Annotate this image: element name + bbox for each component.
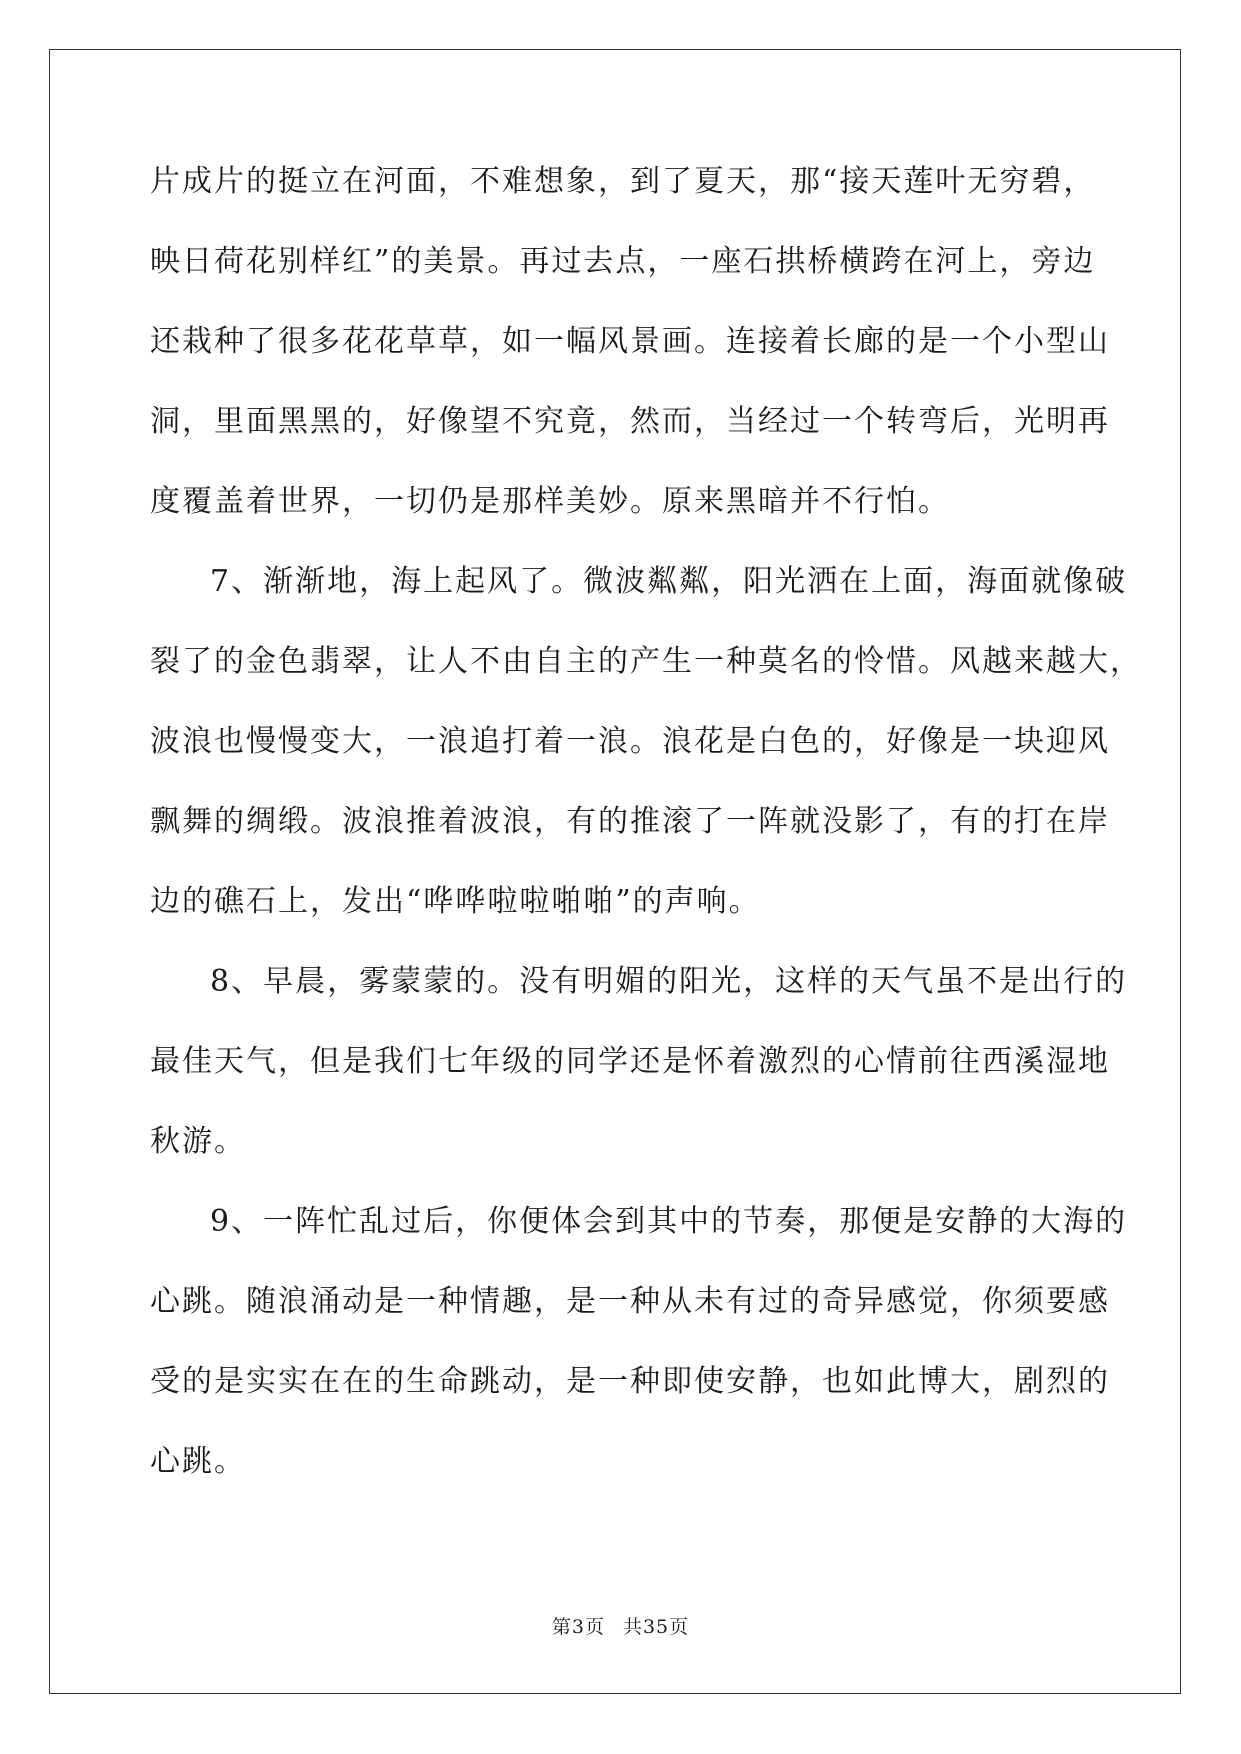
- text-line: 洞，里面黑黑的，好像望不究竟，然而，当经过一个转弯后，光明再: [150, 404, 1110, 439]
- text-line: 映日荷花别样红”的美景。再过去点，一座石拱桥横跨在河上，旁边: [150, 244, 1096, 279]
- text-line: 最佳天气，但是我们七年级的同学还是怀着激烈的心情前往西溪湿地: [150, 1044, 1110, 1079]
- page-footer: [0, 1612, 1241, 1639]
- text-line: 波浪也慢慢变大，一浪追打着一浪。浪花是白色的，好像是一块迎风: [150, 724, 1110, 759]
- page-number: 第3页: [551, 1616, 605, 1638]
- document-body: [150, 158, 1142, 1518]
- text-line: 度覆盖着世界，一切仍是那样美妙。原来黑暗并不行怕。: [150, 484, 950, 519]
- text-line: 片成片的挺立在河面，不难想象，到了夏天，那“接天莲叶无穷碧，: [150, 164, 1096, 199]
- text-line: 还栽种了很多花花草草，如一幅风景画。连接着长廊的是一个小型山: [150, 324, 1110, 359]
- paragraph-start-line: 7、渐渐地，海上起风了。微波粼粼，阳光洒在上面，海面就像破: [210, 564, 1128, 599]
- paragraph-start-line: 8、早晨，雾蒙蒙的。没有明媚的阳光，这样的天气虽不是出行的: [210, 964, 1128, 999]
- text-line: 心跳。随浪涌动是一种情趣，是一种从未有过的奇异感觉，你须要感: [150, 1284, 1110, 1319]
- text-line: 秋游。: [150, 1124, 246, 1159]
- text-line: 裂了的金色翡翠，让人不由自主的产生一种莫名的怜惜。风越来越大，: [150, 644, 1142, 679]
- text-line: 边的礁石上，发出“哗哗啦啦啪啪”的声响。: [150, 884, 761, 919]
- text-line: 受的是实实在在的生命跳动，是一种即使安静，也如此博大，剧烈的: [150, 1364, 1110, 1399]
- text-line: 飘舞的绸缎。波浪推着波浪，有的推滚了一阵就没影了，有的打在岸: [150, 804, 1110, 839]
- paragraph-start-line: 9、一阵忙乱过后，你便体会到其中的节奏，那便是安静的大海的: [210, 1204, 1128, 1239]
- page-total: 共35页: [622, 1616, 690, 1638]
- text-line: 心跳。: [150, 1444, 246, 1479]
